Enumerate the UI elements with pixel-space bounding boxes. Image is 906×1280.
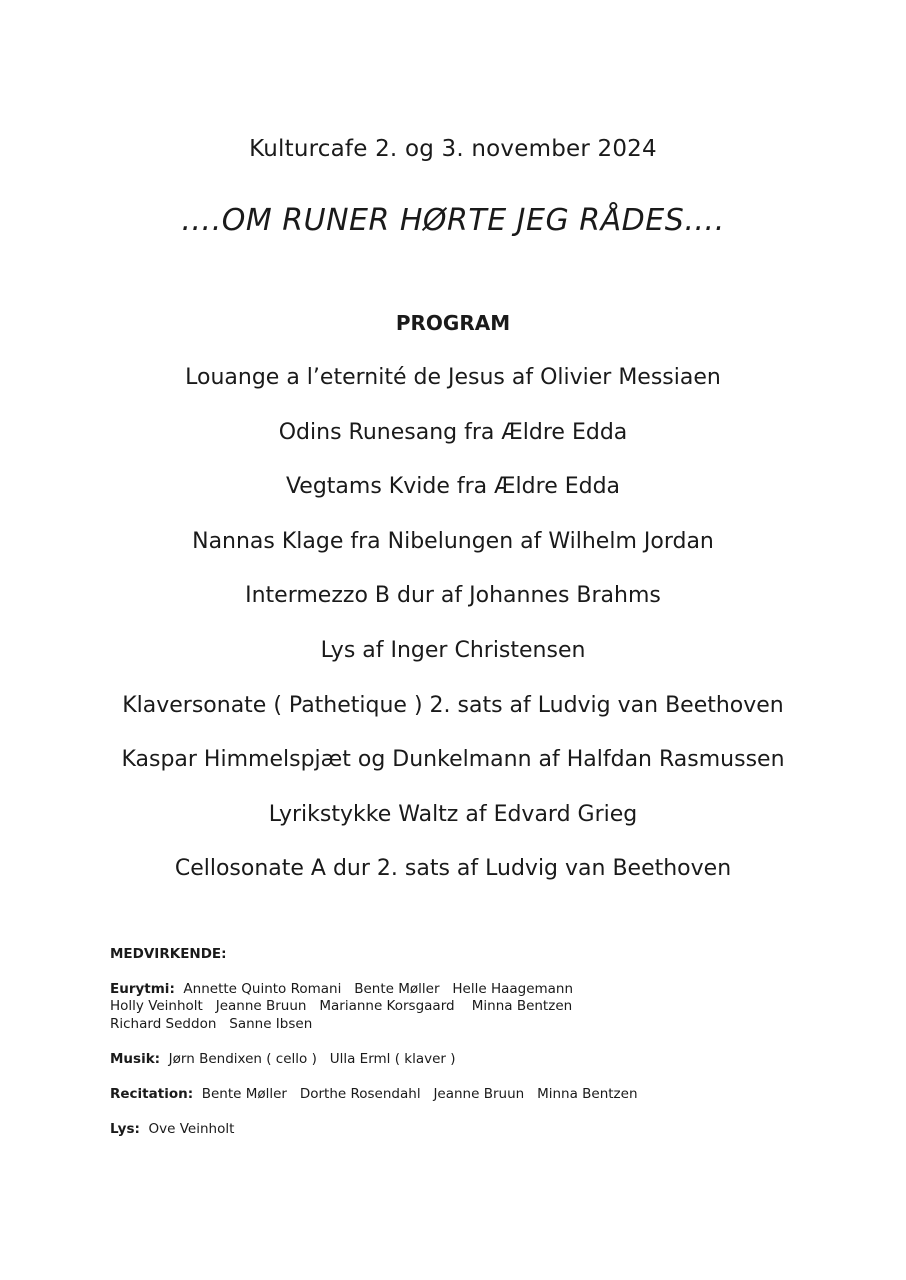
program-item: Louange a l’eternité de Jesus af Olivier Messiaen <box>185 365 721 390</box>
credit-label-recitation: Recitation: <box>110 1085 194 1102</box>
program-heading: PROGRAM <box>395 311 511 335</box>
credit-names: Annette Quinto Romani Bente Møller Helle Haagemann <box>174 980 574 997</box>
program-item: Klaversonate ( Pathetique ) 2. sats af Ludvig van Beethoven <box>122 692 784 718</box>
program-item: Lyrikstykke Waltz af Edvard Grieg <box>268 801 638 827</box>
program-item: Vegtams Kvide fra Ældre Edda <box>285 474 621 500</box>
program-list <box>0 363 906 909</box>
credit-names: Richard Seddon Sanne Ibsen <box>110 1015 313 1032</box>
credit-label-musik: Musik: <box>110 1050 161 1067</box>
credits-heading: MEDVIRKENDE: <box>110 946 227 962</box>
program-item: Kaspar Himmelspjæt og Dunkelmann af Halfdan Rasmussen <box>121 747 785 773</box>
credit-names: Holly Veinholt Jeanne Bruun Marianne Korsgaard Minna Bentzen <box>110 998 573 1014</box>
credit-line <box>110 1051 810 1069</box>
credit-names: Bente Møller Dorthe Rosendahl Jeanne Bruun Minna Bentzen <box>193 1085 638 1102</box>
credit-label-eurytmi: Eurytmi: <box>110 980 175 997</box>
credit-line <box>110 1086 810 1104</box>
program-item: Odins Runesang fra Ældre Edda <box>278 419 628 445</box>
credit-line <box>110 981 810 999</box>
event-date-line: Kulturcafe 2. og 3. november 2024 <box>249 136 657 162</box>
program-item: Nannas Klage fra Nibelungen af Wilhelm Jordan <box>192 528 714 554</box>
credit-line <box>110 1121 810 1139</box>
credits-section <box>110 946 810 1156</box>
credit-recitation <box>110 1086 810 1104</box>
credit-eurytmi <box>110 981 810 1034</box>
program-item: Intermezzo B dur af Johannes Brahms <box>245 583 661 609</box>
credit-names: Ove Veinholt <box>139 1120 235 1137</box>
credit-names: Jørn Bendixen ( cello ) Ulla Erml ( klaver ) <box>160 1050 456 1067</box>
event-title: ….OM RUNER HØRTE JEG RÅDES…. <box>181 203 725 238</box>
credit-label-lys: Lys: <box>110 1120 140 1137</box>
credit-musik <box>110 1051 810 1069</box>
credit-lys <box>110 1121 810 1139</box>
program-item: Lys af Inger Christensen <box>320 637 586 663</box>
program-item: Cellosonate A dur 2. sats af Ludvig van Beethoven <box>174 856 732 882</box>
